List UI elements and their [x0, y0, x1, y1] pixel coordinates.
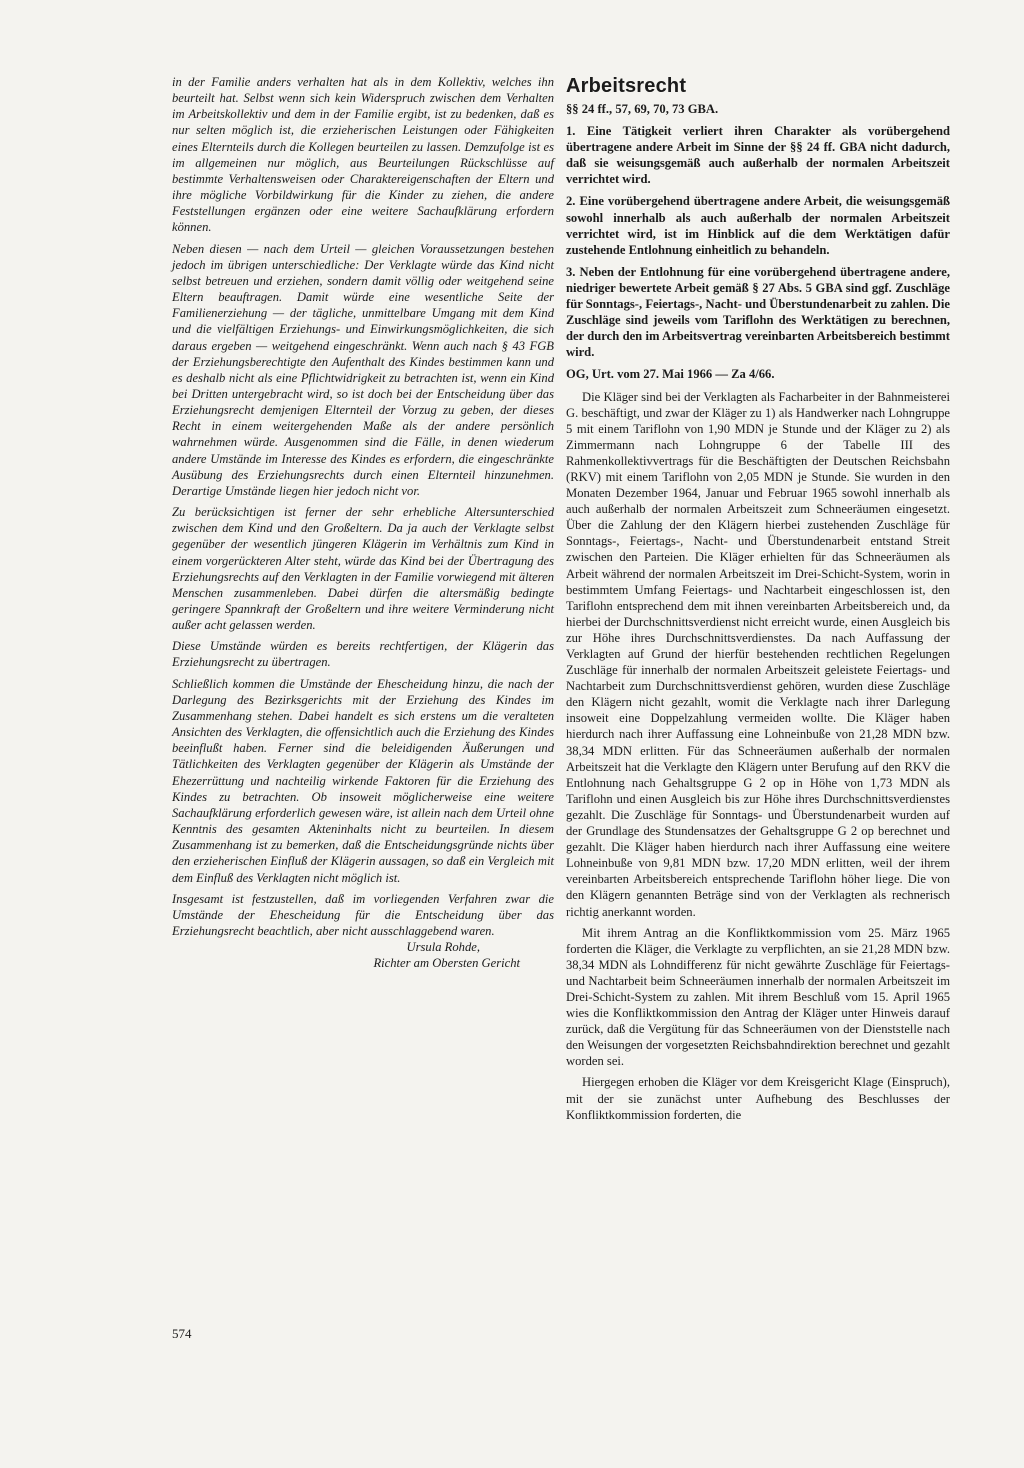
right-paragraph-2: Mit ihrem Antrag an die Konfliktkommission vom 25. März 1965 forderten die Kläger, die Verklagte zu verpflichten, an sie 21,28 MDN bzw. 38,34 MDN als Lohndifferenz für nicht gewährte Zuschläge für Feiertags- und Nachtarbeit beim Schneeräumen innerhalb der normalen Arbeitszeit im Drei-Schicht-System zu zahlen. Mit ihrem Beschluß vom 15. April 1965 wies die Konfliktkommission den Antrag der Kläger unter Hinweis darauf zurück, daß die Vergütung für das Schneeräumen von der Dienststelle nach den Weisungen der vorgesetzten Reichsbahndirektion berechnet und gezahlt worden sei.: [566, 925, 950, 1069]
right-column: [566, 74, 950, 1128]
legal-references: §§ 24 ff., 57, 69, 70, 73 GBA.: [566, 102, 719, 116]
left-paragraph-4: Diese Umstände würden es bereits rechtfertigen, der Klägerin das Erziehungsrecht zu übertragen.: [172, 639, 554, 670]
left-column: [172, 74, 554, 971]
left-paragraph-1: in der Familie anders verhalten hat als in dem Kollektiv, welches ihn beurteilt hat. Selbst wenn sich kein Widerspruch zwischen dem Verhalten im Arbeitskollektiv und dem in der Familie ergibt, ist zu bedenken, daß es nur selten möglich ist, die erzieherischen Leistungen oder Fähigkeiten eines Elternteils durch die Kollegen beurteilen zu lassen. Demzufolge ist es im allgemeinen nur möglich, aus Beurteilungen Rückschlüsse auf bestimmte Verhaltensweisen oder Charaktereigenschaften der Eltern und ihre mögliche Vorbildwirkung für die Kinder zu ziehen, die andere Feststellungen ergänzen oder eine weitere Sachaufklärung erfordern können.: [172, 75, 554, 235]
page-number: 574: [172, 1326, 192, 1341]
headnote-3: 3. Neben der Entlohnung für eine vorübergehend übertragene andere, niedriger bewertete Arbeit gemäß § 27 Abs. 5 GBA sind ggf. Zuschläge für Sonntags-, Feiertags-, Nacht- und Überstundenarbeit zu zahlen. Die Zuschläge sind jeweils vom Tariflohn des Werktätigen zu berechnen, der durch den im Arbeitsvertrag vereinbarten Arbeitsbereich bestimmt wird.: [566, 264, 950, 360]
left-paragraph-5: Schließlich kommen die Umstände der Ehescheidung hinzu, die nach der Darlegung des Bezirksgerichts mit der Erziehung des Kindes im Zusammenhang stehen. Dabei handelt es sich erstens um die veralteten Ansichten des Verklagten, die offensichtlich auch die Erziehung des Kindes beeinflußt haben. Ferner sind die beleidigenden Äußerungen und Tätlichkeiten des Verklagten gegenüber der Klägerin als Umstände der Ehezerrüttung und nachteilig wirkende Faktoren für die Erziehung des Kindes zu betrachten. Ob insoweit möglicherweise eine weitere Sachaufklärung erforderlich gewesen wäre, ist allein nach dem Urteil ohne Kenntnis des gesamten Akteninhalts nicht zu beurteilen. In diesem Zusammenhang ist zu bemerken, daß die Entscheidungsgründe nichts über den erzieherischen Einfluß der Klägerin aussagen, so daß ein Vergleich mit dem Einfluß des Verklagten nicht möglich ist.: [172, 676, 554, 885]
signature-role: Richter am Obersten Gericht: [373, 956, 520, 971]
signature-block: [172, 939, 554, 971]
signature-name: Ursula Rohde,: [406, 940, 480, 955]
right-paragraph-1: Die Kläger sind bei der Verklagten als Facharbeiter in der Bahnmeisterei G. beschäftigt, und zwar der Kläger zu 1) als Handwerker nach Lohngruppe 5 mit einem Tariflohn von 1,90 MDN je Stunde und der Kläger zu 2) als Zimmermann nach Lohngruppe 6 der Tabelle III des Rahmenkollektivvertrags für die Beschäftigten der Deutschen Reichsbahn (RKV) mit einem Tariflohn von 2,05 MDN je Stunde. Sie wurden in den Monaten Dezember 1964, Januar und Februar 1965 sowohl innerhalb als auch außerhalb der normalen Arbeitszeit zum Schneeräumen eingesetzt. Über die Zahlung der den Klägern hierbei zustehenden Zuschläge für Sonntags-, Feiertags-, Nacht- und Überstundenarbeit entstand Streit zwischen den Parteien. Die Kläger erhielten für das Schneeräumen als Arbeit während der normalen Arbeitszeit im Drei-Schicht-System, worin in bestimmtem Umfang Feiertags- und Nachtarbeit eingeschlossen ist, den Tariflohn entsprechend dem mit ihnen vereinbarten Arbeitsbereich und, da hierbei der Durchschnittsverdienst nicht erreicht wurde, einen Ausgleich bis zur Höhe ihres Durchschnittsverdienstes. Da nach Auffassung der Verklagten auf Grund der hierfür bestehenden rechtlichen Regelungen Zuschläge für innerhalb der normalen Arbeitszeit geleistete Feiertags- und Nachtarbeit zum Durchschnittsverdienst gehören, wurden diese Zuschläge den Klägern nicht gezahlt, womit die Verklagte nach ihrer Darlegung insoweit eine Doppelzahlung vermeiden wollte. Die Kläger haben hierdurch nach ihrer Auffassung eine Lohneinbuße von 21,28 MDN bzw. 38,34 MDN erlitten. Für das Schneeräumen außerhalb der normalen Arbeitszeit hat die Verklagte den Klägern unter Berufung auf den RKV die Entlohnung nach Gehaltsgruppe G 2 op in Höhe von 1,73 MDN als Tariflohn und einen Ausgleich bis zur Höhe ihres Durchschnittsverdienstes gezahlt. Die Zuschläge für Sonntags- und Überstundenarbeit wurden auf der Grundlage des Stundensatzes der Gehaltsgruppe G 2 op berechnet und gezahlt. Die Kläger haben hierdurch nach ihrer Auffassung eine weitere Lohneinbuße von 9,81 MDN bzw. 17,20 MDN erlitten, weil der ihrem vereinbarten Arbeitsbereich entsprechende Tariflohn höher liege. Die von den Klägern genannten Beträge sind von der Verklagten als rechnerisch richtig anerkannt worden.: [566, 389, 950, 919]
headnote-1: 1. Eine Tätigkeit verliert ihren Charakter als vorübergehend übertragene andere Arbeit im Sinne der §§ 24 ff. GBA nicht dadurch, daß sie weisungsgemäß auch außerhalb der normalen Arbeitszeit verrichtet wird.: [566, 124, 950, 187]
left-paragraph-3: Zu berücksichtigen ist ferner der sehr erhebliche Altersunterschied zwischen dem Kind und den Großeltern. Da ja auch der Verklagte selbst gegenüber der wesentlich jüngeren Klägerin im Verhältnis zum Kind in einem vorgerückteren Alter steht, würde das Kind bei der Übertragung des Erziehungsrechts auf den Verklagten in der Familie vorwiegend mit älteren Menschen zusammenleben. Dabei dürfen die altersmäßig bedingte geringere Spannkraft der Großeltern und ihre weitere Verminderung nicht außer acht gelassen werden.: [172, 505, 554, 633]
court-citation: OG, Urt. vom 27. Mai 1966 — Za 4/66.: [566, 367, 775, 382]
left-paragraph-2: Neben diesen — nach dem Urteil — gleichen Voraussetzungen bestehen jedoch im übrigen unterschiedliche: Der Verklagte würde das Kind nicht selbst betreuen und erziehen, sondern damit völlig oder weitgehend seine Eltern beauftragen. Damit würde eine wesentliche Seite der Familienerziehung — der tägliche, unmittelbare Umgang mit dem Kind und die vielfältigen Erziehungs- und Einwirkungsmöglichkeiten, die sich daraus ergeben — weitgehend eingeschränkt. Wenn auch nach § 43 FGB der Erziehungsberechtigte den Aufenthalt des Kindes bestimmen kann und es deshalb nicht als eine Pflichtwidrigkeit zu betrachten ist, wenn ein Kind bei Dritten untergebracht wird, so ist doch bei der Entscheidung über das Erziehungsrecht demjenigen Elternteil der Vorzug zu geben, der dieses Recht in einem weitergehenden Maße als der andere persönlich wahrnehmen würde. Ausgenommen sind die Fälle, in denen wiederum andere Umstände im Interesse des Kindes es erfordern, die eingeschränkte Ausübung des Erziehungsrechts durch einen Elternteil hinzunehmen. Derartige Umstände liegen hier jedoch nicht vor.: [172, 241, 554, 498]
headnote-2: 2. Eine vorübergehend übertragene andere Arbeit, die weisungsgemäß sowohl innerhalb als auch außerhalb der normalen Arbeitszeit verrichtet wird, ist im Hinblick auf die dem Werktätigen dafür zustehende Entlohnung einheitlich zu behandeln.: [566, 194, 950, 257]
left-paragraph-6: Insgesamt ist festzustellen, daß im vorliegenden Verfahren zwar die Umstände der Ehescheidung für die Entscheidung über das Erziehungsrecht beachtlich, aber nicht ausschlaggebend waren.: [172, 891, 554, 938]
right-paragraph-3: Hiergegen erhoben die Kläger vor dem Kreisgericht Klage (Einspruch), mit der sie zunächst unter Aufhebung des Beschlusses der Konfliktkommission forderten, die: [566, 1075, 950, 1122]
section-title: Arbeitsrecht: [566, 75, 687, 97]
